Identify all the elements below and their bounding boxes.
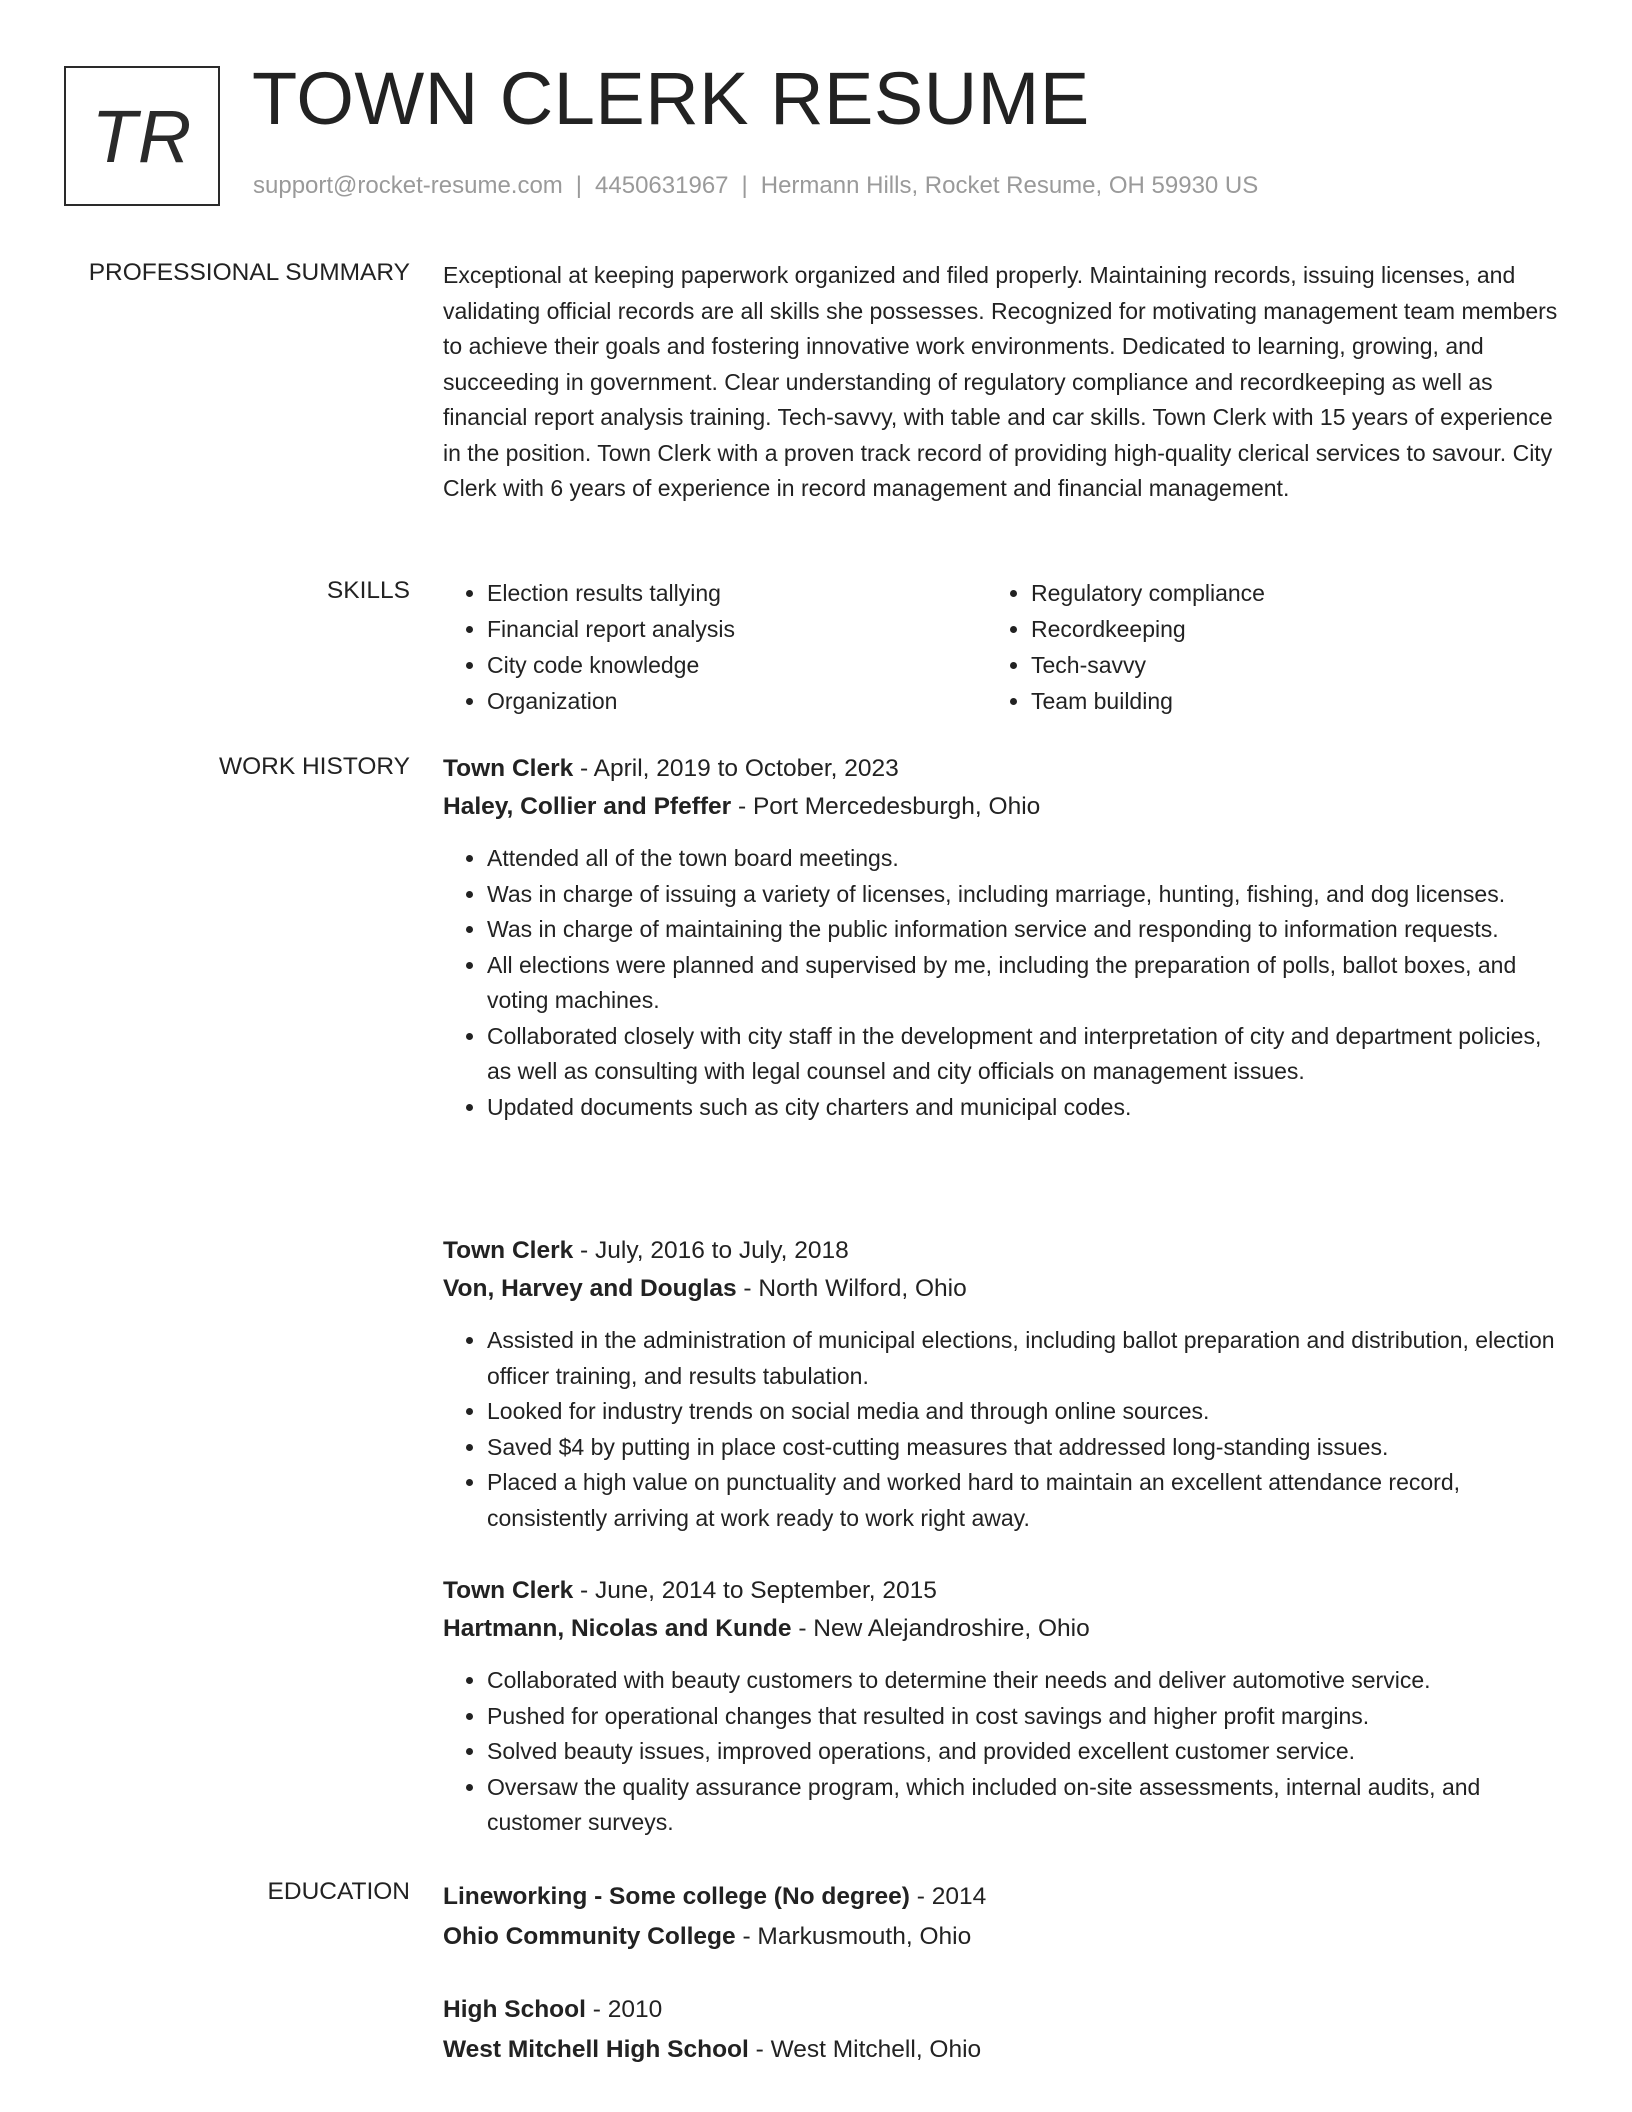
job-company-line xyxy=(443,1610,1561,1648)
education-entry xyxy=(443,1990,1561,2069)
job-bullet: • Was in charge of issuing a variety of licenses, including marriage, hunting, fishing, and dog licenses. xyxy=(487,877,1561,913)
job-body xyxy=(443,1232,1561,1536)
job-bullets xyxy=(443,1323,1561,1536)
education-school: West Mitchell High School xyxy=(443,2035,749,2063)
contact-line xyxy=(253,172,1258,200)
job-bullet: • Pushed for operational changes that resulted in cost savings and higher profit margins. xyxy=(487,1699,1561,1735)
job-bullets xyxy=(443,1663,1561,1841)
skill-item: • City code knowledge xyxy=(487,647,987,683)
education-year: - 2014 xyxy=(909,1883,987,1910)
job-title-line xyxy=(443,750,1561,788)
education-degree-line xyxy=(443,1877,1561,1917)
education-location: - West Mitchell, Ohio xyxy=(748,2035,982,2063)
job-bullet: • Collaborated with beauty customers to determine their needs and deliver automotive service. xyxy=(487,1663,1561,1699)
education-location: - Markusmouth, Ohio xyxy=(735,1922,972,1950)
job-bullet: • Attended all of the town board meetings. xyxy=(487,841,1561,877)
job-location: - North Wilford, Ohio xyxy=(736,1275,967,1302)
education-degree-line xyxy=(443,1990,1561,2030)
job-body xyxy=(443,750,1561,1125)
job-title: Town Clerk xyxy=(443,755,574,782)
job-dates: - July, 2016 to July, 2018 xyxy=(573,1237,849,1264)
monogram-badge xyxy=(64,66,220,206)
section-label-skills: SKILLS xyxy=(326,577,410,604)
job-dates: - April, 2019 to October, 2023 xyxy=(573,755,899,782)
education-degree: High School xyxy=(443,1996,586,2023)
resume-title: TOWN CLERK RESUME xyxy=(252,57,1090,140)
skill-item: • Tech-savvy xyxy=(1031,647,1487,683)
skill-item: • Financial report analysis xyxy=(487,611,987,647)
monogram-initials: TR xyxy=(91,94,193,178)
job-bullet: • Collaborated closely with city staff in the development and interpretation of city and department policies, as well as consulting with legal counsel and city officials on management issues. xyxy=(487,1019,1561,1090)
job-bullet: • Looked for industry trends on social media and through online sources. xyxy=(487,1394,1561,1430)
skill-item: • Election results tallying xyxy=(487,575,987,611)
job-bullet: • Assisted in the administration of municipal elections, including ballot preparation and distribution, election officer training, and results tabulation. xyxy=(487,1323,1561,1394)
education-year: - 2010 xyxy=(585,1996,663,2023)
job-company: Von, Harvey and Douglas xyxy=(443,1275,737,1302)
job-title-line xyxy=(443,1572,1561,1610)
job-company-line xyxy=(443,788,1561,826)
education-school-line xyxy=(443,1917,1561,1957)
contact-separator: | xyxy=(575,172,583,199)
job-company: Hartmann, Nicolas and Kunde xyxy=(443,1615,792,1642)
section-label-summary: PROFESSIONAL SUMMARY xyxy=(88,259,410,286)
job-bullet: • All elections were planned and supervised by me, including the preparation of polls, ballot boxes, and voting machines. xyxy=(487,948,1561,1019)
job-bullet: • Oversaw the quality assurance program, which included on-site assessments, internal audits, and customer surveys. xyxy=(487,1770,1561,1841)
skills-column-left xyxy=(443,575,987,719)
job-title: Town Clerk xyxy=(443,1577,574,1604)
skills-list xyxy=(443,575,1561,719)
education-entry xyxy=(443,1877,1561,1956)
job-bullet: • Updated documents such as city charters and municipal codes. xyxy=(487,1090,1561,1126)
skill-item: • Regulatory compliance xyxy=(1031,575,1487,611)
job-bullet: • Saved $4 by putting in place cost-cutting measures that addressed long-standing issues. xyxy=(487,1430,1561,1466)
skill-item: • Recordkeeping xyxy=(1031,611,1487,647)
job-dates: - June, 2014 to September, 2015 xyxy=(573,1577,937,1604)
job-location: - New Alejandroshire, Ohio xyxy=(791,1615,1090,1642)
summary-text: Exceptional at keeping paperwork organized and filed properly. Maintaining records, issuing licenses, and validating official records are all skills she possesses. Recognized for motivating management team members to achieve their goals and fostering innovative work environments. Dedicated to learning, growing, and succeeding in government. Clear understanding of regulatory compliance and recordkeeping as well as financial report analysis training. Tech-savvy, with table and car skills. Town Clerk with 15 years of experience in the position. Town Clerk with a proven track record of providing high-quality clerical services to savour. City Clerk with 6 years of experience in record management and financial management. xyxy=(443,262,1558,501)
contact-email[interactable]: support@rocket-resume.com xyxy=(253,172,563,199)
skill-item: • Organization xyxy=(487,683,987,719)
job-company-line xyxy=(443,1270,1561,1308)
job-title-line xyxy=(443,1232,1561,1270)
job-bullet: • Was in charge of maintaining the public information service and responding to information requests. xyxy=(487,912,1561,948)
job-company: Haley, Collier and Pfeffer xyxy=(443,793,732,820)
job-bullet: • Placed a high value on punctuality and worked hard to maintain an excellent attendance record, consistently arriving at work ready to work right away. xyxy=(487,1465,1561,1536)
section-label-work-history: WORK HISTORY xyxy=(218,753,410,780)
contact-address: Hermann Hills, Rocket Resume, OH 59930 US xyxy=(760,172,1259,199)
summary-body xyxy=(443,258,1561,507)
education-school: Ohio Community College xyxy=(443,1922,736,1950)
job-body xyxy=(443,1572,1561,1841)
contact-separator: | xyxy=(741,172,748,199)
skill-item: • Team building xyxy=(1031,683,1487,719)
job-title: Town Clerk xyxy=(443,1237,574,1264)
education-school-line xyxy=(443,2030,1561,2070)
contact-phone[interactable]: 4450631967 xyxy=(595,172,729,199)
skills-column-right xyxy=(987,575,1487,719)
job-bullet: • Solved beauty issues, improved operations, and provided excellent customer service. xyxy=(487,1734,1561,1770)
section-label-education: EDUCATION xyxy=(267,1878,410,1905)
job-bullets xyxy=(443,841,1561,1125)
education-degree: Lineworking - Some college (No degree) xyxy=(443,1883,910,1910)
job-location: - Port Mercedesburgh, Ohio xyxy=(731,793,1041,820)
